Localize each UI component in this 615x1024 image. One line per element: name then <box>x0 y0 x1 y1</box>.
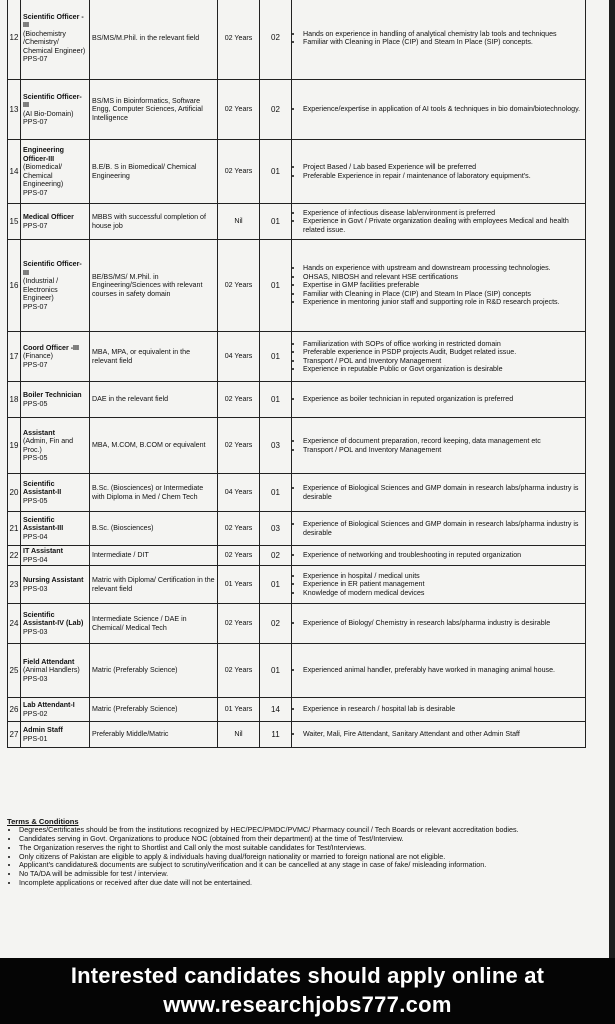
requirement-item: • Experience in hospital / medical units <box>303 572 583 581</box>
post-pay-scale: PPS-07 <box>23 55 48 63</box>
serial-number: 27 <box>8 722 21 748</box>
experience-requirements <box>292 644 586 698</box>
vacancy-count: 01 <box>260 332 292 382</box>
requirements-list <box>294 666 583 675</box>
serial-number: 19 <box>8 418 21 474</box>
requirement-item: • Familiar with Cleaning in Place (CIP) and Steam In Place (SIP) concepts. <box>303 38 583 47</box>
job-row <box>8 140 586 204</box>
requirement-item: • Project Based / Lab based Experience will be preferred <box>303 163 583 172</box>
requirements-list <box>294 484 583 501</box>
post-cell <box>21 566 90 604</box>
requirements-list <box>294 551 583 560</box>
experience-years: 02 Years <box>218 512 260 546</box>
post-title: Scientific Assistant-III <box>23 515 64 533</box>
post-specialization: (Biomedical/ Chemical Engineering) <box>23 163 64 188</box>
vacancy-count: 01 <box>260 140 292 204</box>
requirement-item: • Familiar with Cleaning in Place (CIP) and Steam In Place (SIP) concepts <box>303 290 583 299</box>
post-title: Nursing Assistant <box>23 576 84 584</box>
qualification: DAE in the relevant field <box>90 382 218 418</box>
job-row <box>8 204 586 240</box>
experience-years: 01 Years <box>218 566 260 604</box>
post-title: IT Assistant <box>23 547 63 555</box>
requirement-item: • Experience/expertise in application of AI tools & techniques in bio domain/biotechnology. <box>303 105 583 114</box>
qualification: B.Sc. (Biosciences) <box>90 512 218 546</box>
job-row <box>8 722 586 748</box>
term-item: • Degrees/Certificates should be from the institutions recognized by HEC/PEC/PMDC/PVMC/ Pharmacy council / Tech Boards or relevant accreditation bodies. <box>19 826 607 835</box>
qualification: Matric with Diploma/ Certification in the relevant field <box>90 566 218 604</box>
experience-requirements <box>292 512 586 546</box>
requirement-item: • OHSAS, NIBOSH and relevant HSE certifications <box>303 273 583 282</box>
job-row <box>8 698 586 722</box>
requirement-item: • Preferable Experience in repair / maintenance of laboratory equipment's. <box>303 172 583 181</box>
serial-number: 16 <box>8 240 21 332</box>
requirement-item: • Transport / POL and Inventory Management <box>303 446 583 455</box>
post-pay-scale: PPS-04 <box>23 532 48 541</box>
experience-years: 04 Years <box>218 332 260 382</box>
post-cell <box>21 418 90 474</box>
post-cell <box>21 382 90 418</box>
post-cell <box>21 0 90 80</box>
qualification: MBA, M.COM, B.COM or equivalent <box>90 418 218 474</box>
requirement-item: • Knowledge of modern medical devices <box>303 589 583 598</box>
post-pay-scale: PPS-04 <box>23 555 48 564</box>
experience-requirements <box>292 0 586 80</box>
serial-number: 13 <box>8 80 21 140</box>
post-pay-scale: PPS-02 <box>23 709 48 718</box>
page-edge-shadow <box>609 0 615 958</box>
job-row <box>8 644 586 698</box>
vacancy-count: 02 <box>260 546 292 566</box>
term-item: • Only citizens of Pakistan are eligible to apply & individuals having dual/foreign nationality or married to foreign national are not eligible. <box>19 853 607 862</box>
requirements-list <box>294 395 583 404</box>
requirements-list <box>294 520 583 537</box>
requirement-item: • Experience in research / hospital lab is desirable <box>303 705 583 714</box>
qualification: Matric (Preferably Science) <box>90 698 218 722</box>
experience-years: 02 Years <box>218 240 260 332</box>
post-pay-scale: PPS-01 <box>23 734 48 743</box>
qualification: MBBS with successful completion of house job <box>90 204 218 240</box>
jobs-table <box>7 0 586 748</box>
term-item: • No TA/DA will be admissible for test / interview. <box>19 870 607 879</box>
vacancy-count: 01 <box>260 644 292 698</box>
serial-number: 17 <box>8 332 21 382</box>
requirements-list <box>294 705 583 714</box>
experience-years: Nil <box>218 722 260 748</box>
vacancy-count: 11 <box>260 722 292 748</box>
job-row <box>8 604 586 644</box>
requirement-item: • Experience of infectious disease lab/environment is preferred <box>303 209 583 218</box>
post-pay-scale: PPS-07 <box>23 188 48 197</box>
job-row <box>8 382 586 418</box>
experience-years: 02 Years <box>218 80 260 140</box>
post-specialization: (Industrial / Electronics Engineer) <box>23 277 59 302</box>
experience-requirements <box>292 418 586 474</box>
job-row <box>8 418 586 474</box>
experience-years: 02 Years <box>218 546 260 566</box>
qualification: B.Sc. (Biosciences) or Intermediate with Diploma in Med / Chem Tech <box>90 474 218 512</box>
qualification: BS/MS/M.Phil. in the relevant field <box>90 0 218 80</box>
post-title: Scientific Officer-III <box>23 260 82 277</box>
qualification: Matric (Preferably Science) <box>90 644 218 698</box>
post-pay-scale: PPS-03 <box>23 627 48 636</box>
experience-years: 02 Years <box>218 382 260 418</box>
requirements-list <box>294 163 583 180</box>
experience-years: 04 Years <box>218 474 260 512</box>
job-row <box>8 566 586 604</box>
requirements-list <box>294 105 583 114</box>
experience-years: 02 Years <box>218 604 260 644</box>
post-pay-scale: PPS-05 <box>23 454 48 462</box>
post-title: Scientific Officer -III <box>23 12 84 29</box>
requirements-list <box>294 572 583 598</box>
vacancy-count: 03 <box>260 418 292 474</box>
post-pay-scale: PPS-05 <box>23 399 48 408</box>
requirement-item: • Experience of document preparation, record keeping, data management etc <box>303 437 583 446</box>
experience-years: 02 Years <box>218 0 260 80</box>
requirement-item: • Experience of Biological Sciences and GMP domain in research labs/pharma industry is desirable <box>303 520 583 537</box>
terms-heading: Terms & Conditions <box>7 817 79 826</box>
requirements-list <box>294 264 583 307</box>
requirements-list <box>294 730 583 739</box>
post-pay-scale: PPS-07 <box>23 221 48 230</box>
requirement-item: • Preferable experience in PSDP projects Audit, Budget related issue. <box>303 348 583 357</box>
post-specialization: (Animal Handlers) <box>23 666 80 675</box>
vacancy-count: 03 <box>260 512 292 546</box>
experience-years: 02 Years <box>218 140 260 204</box>
post-cell <box>21 140 90 204</box>
serial-number: 14 <box>8 140 21 204</box>
requirement-item: • Hands on experience in handling of analytical chemistry lab tools and techniques <box>303 30 583 39</box>
post-specialization: (Admin, Fin and Proc.) <box>23 437 74 454</box>
vacancy-count: 14 <box>260 698 292 722</box>
job-row <box>8 0 586 80</box>
term-item: • Candidates serving in Govt. Organizations to produce NOC (obtained from their department) at the time of Test/Interview. <box>19 835 607 844</box>
experience-years: 02 Years <box>218 644 260 698</box>
jobs-table-body <box>8 0 586 748</box>
post-cell <box>21 644 90 698</box>
vacancy-count: 02 <box>260 604 292 644</box>
requirement-item: • Transport / POL and Inventory Management <box>303 357 583 366</box>
requirements-list <box>294 30 583 47</box>
experience-years: Nil <box>218 204 260 240</box>
vacancy-count: 01 <box>260 240 292 332</box>
experience-requirements <box>292 722 586 748</box>
vacancy-count: 01 <box>260 204 292 240</box>
serial-number: 12 <box>8 0 21 80</box>
job-row <box>8 546 586 566</box>
apply-banner <box>0 958 615 1024</box>
requirement-item: • Experience in mentoring junior staff and supporting role in R&D research projects. <box>303 298 583 307</box>
post-specialization: (Finance) <box>23 352 53 361</box>
experience-requirements <box>292 240 586 332</box>
post-pay-scale: PPS-07 <box>23 302 48 311</box>
serial-number: 21 <box>8 512 21 546</box>
requirement-item: • Hands on experience with upstream and downstream processing technologies. <box>303 264 583 273</box>
post-cell <box>21 546 90 566</box>
requirements-list <box>294 209 583 235</box>
serial-number: 24 <box>8 604 21 644</box>
post-cell <box>21 512 90 546</box>
post-title: Lab Attendant-I <box>23 701 75 709</box>
post-pay-scale: PPS-05 <box>23 496 48 505</box>
post-title: Scientific Officer-III <box>23 92 82 109</box>
post-specialization: (AI Bio-Domain) <box>23 109 74 118</box>
vacancy-count: 02 <box>260 80 292 140</box>
experience-years: 01 Years <box>218 698 260 722</box>
term-item: • The Organization reserves the right to Shortlist and Call only the most suitable candidates for Test/Interviews. <box>19 844 607 853</box>
serial-number: 26 <box>8 698 21 722</box>
post-specialization: (Biochemistry /Chemistry/ Chemical Engineer) <box>23 29 86 55</box>
requirement-item: • Experience of networking and troubleshooting in reputed organization <box>303 551 583 560</box>
terms-section <box>7 817 607 888</box>
serial-number: 15 <box>8 204 21 240</box>
requirement-item: • Waiter, Mali, Fire Attendant, Sanitary Attendant and other Admin Staff <box>303 730 583 739</box>
post-pay-scale: PPS-07 <box>23 118 48 126</box>
requirements-list <box>294 340 583 374</box>
post-pay-scale: PPS-03 <box>23 674 48 683</box>
requirement-item: • Experience of Biology/ Chemistry in research labs/pharma industry is desirable <box>303 619 583 628</box>
post-cell <box>21 722 90 748</box>
post-title: Engineering Officer-III <box>23 146 64 163</box>
vacancy-count: 01 <box>260 566 292 604</box>
requirement-item: • Experienced animal handler, preferably have worked in managing animal house. <box>303 666 583 675</box>
experience-requirements <box>292 566 586 604</box>
serial-number: 25 <box>8 644 21 698</box>
vacancy-count: 02 <box>260 0 292 80</box>
requirement-item: • Experience as boiler technician in reputed organization is preferred <box>303 395 583 404</box>
requirement-item: • Familiarization with SOPs of office working in restricted domain <box>303 340 583 349</box>
experience-requirements <box>292 332 586 382</box>
post-title: Admin Staff <box>23 726 63 734</box>
serial-number: 22 <box>8 546 21 566</box>
qualification: BS/MS in Bioinformatics, Software Engg, Computer Sciences, Artificial Intelligence <box>90 80 218 140</box>
requirement-item: • Experience in reputable Public or Govt organization is desirable <box>303 365 583 374</box>
job-row <box>8 474 586 512</box>
term-item: • Incomplete applications or received after due date will not be entertained. <box>19 879 607 888</box>
requirements-list <box>294 437 583 454</box>
vacancy-count: 01 <box>260 382 292 418</box>
post-cell <box>21 204 90 240</box>
experience-requirements <box>292 80 586 140</box>
qualification: Intermediate / DIT <box>90 546 218 566</box>
post-pay-scale: PPS-03 <box>23 584 48 593</box>
serial-number: 20 <box>8 474 21 512</box>
experience-requirements <box>292 204 586 240</box>
job-row <box>8 512 586 546</box>
job-row <box>8 240 586 332</box>
qualification: Intermediate Science / DAE in Chemical/ Medical Tech <box>90 604 218 644</box>
post-title: Boiler Technician <box>23 391 82 399</box>
apply-website-link[interactable]: www.researchjobs777.com <box>163 992 452 1017</box>
job-row <box>8 80 586 140</box>
post-cell <box>21 604 90 644</box>
vacancy-count: 01 <box>260 474 292 512</box>
terms-list <box>7 826 607 887</box>
requirement-item: • Expertise in GMP facilities preferable <box>303 281 583 290</box>
post-title: Assistant <box>23 428 55 437</box>
experience-requirements <box>292 474 586 512</box>
requirements-list <box>294 619 583 628</box>
requirement-item: • Experience in Govt / Private organization dealing with employees Medical and health related issue. <box>303 217 583 234</box>
post-cell <box>21 80 90 140</box>
post-cell <box>21 240 90 332</box>
term-item: • Applicant's candidature& documents are subject to scrutiny/verification and it can be cancelled at any stage in case of fake/ misleading information. <box>19 861 607 870</box>
post-title: Field Attendant <box>23 657 75 666</box>
apply-banner-text: Interested candidates should apply online at <box>70 963 545 988</box>
post-title: Scientific Assistant-IV (Lab) <box>23 610 84 628</box>
experience-requirements <box>292 698 586 722</box>
experience-requirements <box>292 140 586 204</box>
experience-requirements <box>292 382 586 418</box>
experience-requirements <box>292 546 586 566</box>
post-pay-scale: PPS-07 <box>23 360 48 369</box>
post-cell <box>21 698 90 722</box>
experience-years: 02 Years <box>218 418 260 474</box>
requirement-item: • Experience in ER patient management <box>303 580 583 589</box>
qualification: B.E/B. S in Biomedical/ Chemical Engineering <box>90 140 218 204</box>
serial-number: 18 <box>8 382 21 418</box>
post-cell <box>21 332 90 382</box>
post-title: Coord Officer -III <box>23 343 79 352</box>
serial-number: 23 <box>8 566 21 604</box>
post-title: Scientific Assistant-II <box>23 479 62 497</box>
qualification: BE/BS/MS/ M.Phil. in Engineering/Sciences with relevant courses in safety domain <box>90 240 218 332</box>
qualification: Preferably Middle/Matric <box>90 722 218 748</box>
requirement-item: • Experience of Biological Sciences and GMP domain in research labs/pharma industry is desirable <box>303 484 583 501</box>
experience-requirements <box>292 604 586 644</box>
post-cell <box>21 474 90 512</box>
job-row <box>8 332 586 382</box>
qualification: MBA, MPA, or equivalent in the relevant field <box>90 332 218 382</box>
post-title: Medical Officer <box>23 213 74 221</box>
